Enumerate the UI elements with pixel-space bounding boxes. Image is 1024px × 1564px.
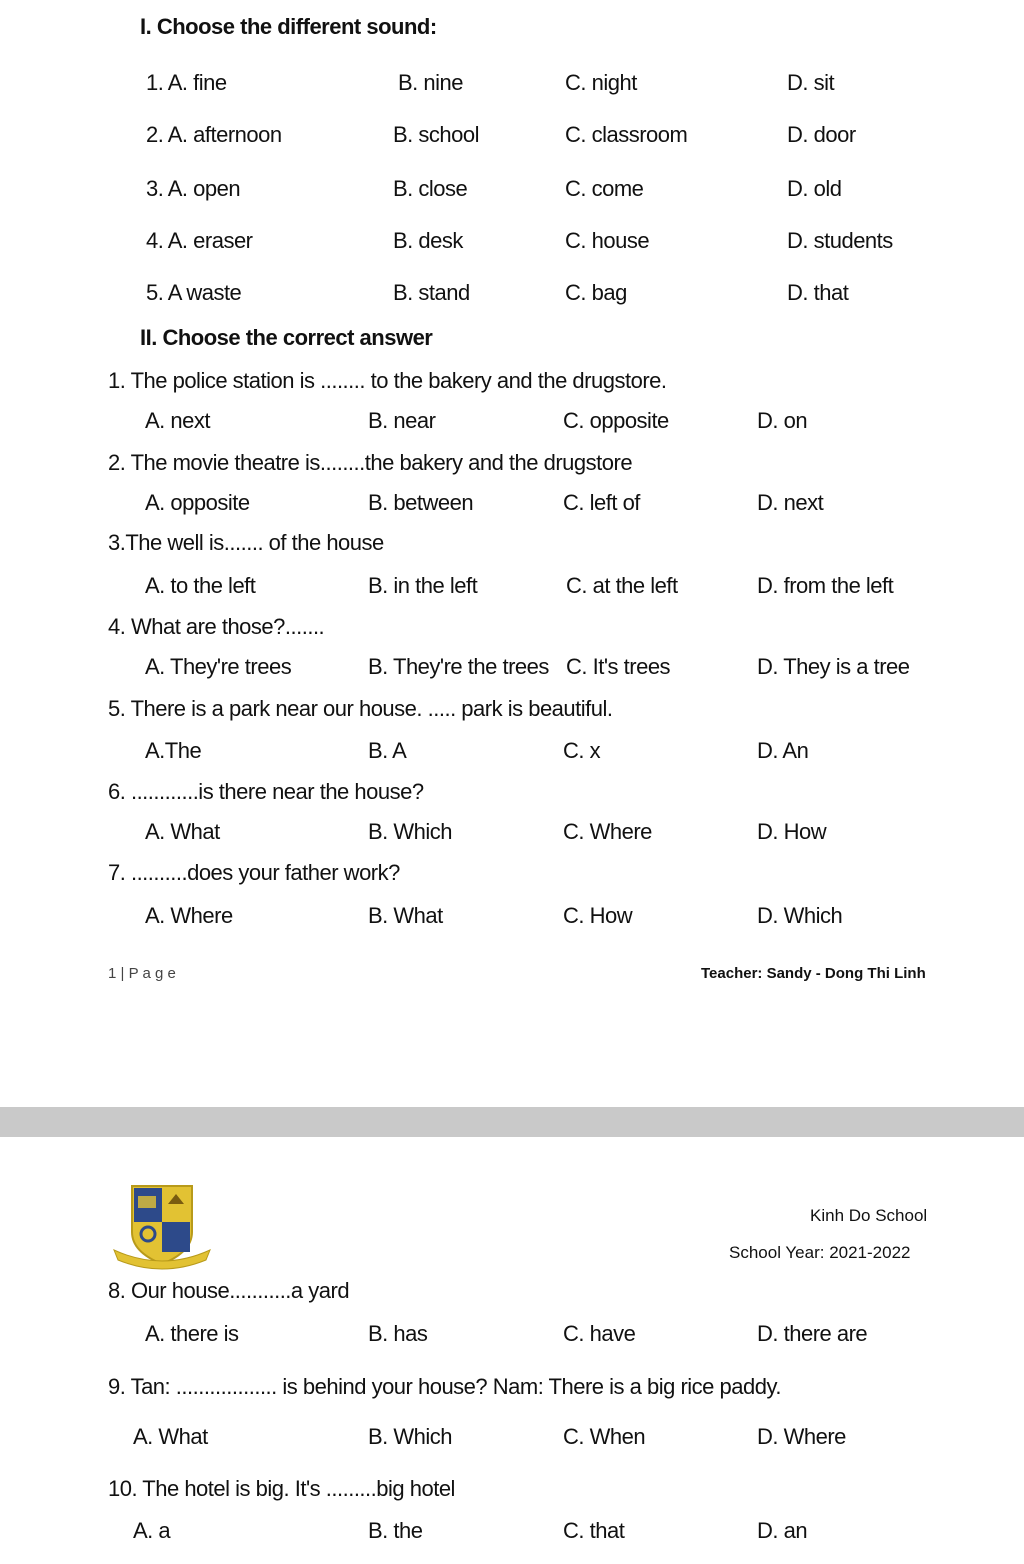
- option-a: A.The: [145, 738, 202, 763]
- question-text: 7. ..........does your father work?: [108, 860, 400, 885]
- part2-heading: II. Choose the correct answer: [140, 325, 433, 350]
- option-a: 4. A. eraser: [146, 228, 253, 253]
- option-a: A. They're trees: [145, 654, 292, 679]
- option-d: D. Where: [757, 1424, 846, 1449]
- option-c: C. left of: [563, 490, 640, 515]
- question-text: 6. ............is there near the house?: [108, 779, 424, 804]
- question-text: 4. What are those?.......: [108, 614, 325, 639]
- option-b: B. in the left: [368, 573, 478, 598]
- option-d: D. from the left: [757, 573, 894, 598]
- option-a: A. Where: [145, 903, 233, 928]
- question-text: 2. The movie theatre is........the bakery and the drugstore: [108, 450, 633, 475]
- option-a: A. What: [133, 1424, 208, 1449]
- option-b: B. A: [368, 738, 407, 763]
- option-a: A. a: [133, 1518, 171, 1543]
- question-text: 10. The hotel is big. It's .........big hotel: [108, 1476, 455, 1501]
- question-text: 8. Our house...........a yard: [108, 1278, 350, 1303]
- option-c: C. When: [563, 1424, 646, 1449]
- option-b: B. What: [368, 903, 443, 928]
- option-b: B. the: [368, 1518, 423, 1543]
- option-b: B. They're the trees: [368, 654, 549, 679]
- question-text: 1. The police station is ........ to the bakery and the drugstore.: [108, 368, 667, 393]
- school-year: School Year: 2021-2022: [729, 1243, 911, 1262]
- page-separator: [0, 1107, 1024, 1137]
- option-c: C. It's trees: [566, 654, 671, 679]
- option-a: 1. A. fine: [146, 70, 227, 95]
- option-d: D. there are: [757, 1321, 868, 1346]
- option-b: B. Which: [368, 1424, 453, 1449]
- school-crest-icon: [110, 1180, 214, 1272]
- option-d: D. sit: [787, 70, 835, 95]
- option-d: D. next: [757, 490, 824, 515]
- option-a: 5. A waste: [146, 280, 242, 305]
- option-a: 3. A. open: [146, 176, 241, 201]
- option-b: B. has: [368, 1321, 428, 1346]
- option-b: B. near: [368, 408, 436, 433]
- option-a: A. opposite: [145, 490, 250, 515]
- option-d: D. door: [787, 122, 856, 147]
- option-b: B. Which: [368, 819, 453, 844]
- option-a: A. there is: [145, 1321, 239, 1346]
- option-c: C. bag: [565, 280, 627, 305]
- option-c: C. come: [565, 176, 644, 201]
- option-d: D. that: [787, 280, 849, 305]
- option-b: B. stand: [393, 280, 470, 305]
- option-c: C. opposite: [563, 408, 669, 433]
- option-b: B. close: [393, 176, 468, 201]
- teacher-credit: Teacher: Sandy - Dong Thi Linh: [701, 965, 926, 982]
- option-d: D. They is a tree: [757, 654, 910, 679]
- question-text: 9. Tan: .................. is behind your house? Nam: There is a big rice paddy.: [108, 1374, 781, 1399]
- option-c: C. have: [563, 1321, 636, 1346]
- option-c: C. classroom: [565, 122, 688, 147]
- option-b: B. between: [368, 490, 474, 515]
- option-c: C. at the left: [566, 573, 678, 598]
- school-name: Kinh Do School: [810, 1206, 928, 1225]
- option-b: B. school: [393, 122, 479, 147]
- page-number: 1 | P a g e: [108, 965, 176, 982]
- option-c: C. Where: [563, 819, 652, 844]
- option-d: D. An: [757, 738, 809, 763]
- question-text: 3.The well is....... of the house: [108, 530, 384, 555]
- question-text: 5. There is a park near our house. ..... park is beautiful.: [108, 696, 613, 721]
- option-a: A. next: [145, 408, 210, 433]
- option-c: C. that: [563, 1518, 625, 1543]
- option-b: B. nine: [398, 70, 463, 95]
- option-a: A. What: [145, 819, 220, 844]
- option-d: D. on: [757, 408, 808, 433]
- option-c: C. house: [565, 228, 650, 253]
- option-d: D. How: [757, 819, 827, 844]
- option-c: C. How: [563, 903, 633, 928]
- option-d: D. Which: [757, 903, 843, 928]
- part1-heading: I. Choose the different sound:: [140, 14, 437, 39]
- option-c: C. x: [563, 738, 601, 763]
- option-d: D. an: [757, 1518, 808, 1543]
- option-d: D. students: [787, 228, 893, 253]
- option-a: A. to the left: [145, 573, 256, 598]
- option-d: D. old: [787, 176, 842, 201]
- option-b: B. desk: [393, 228, 463, 253]
- option-c: C. night: [565, 70, 637, 95]
- option-a: 2. A. afternoon: [146, 122, 282, 147]
